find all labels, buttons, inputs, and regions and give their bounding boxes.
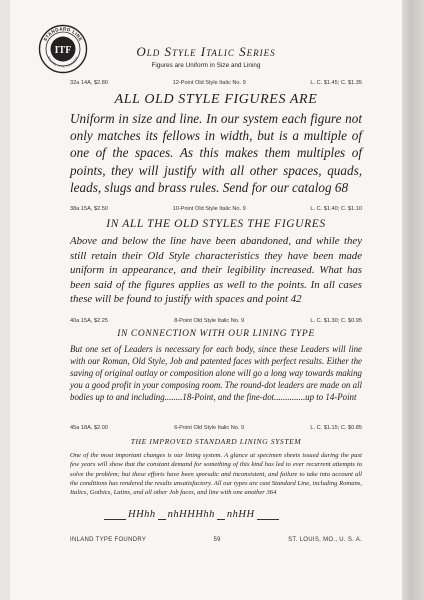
- spec-font-name: 10-Point Old Style Italic No. 9: [172, 206, 246, 212]
- spec-price: L. C. $1.15; C. $0.85: [310, 425, 362, 431]
- sample-text: nhHHHhh: [167, 509, 215, 520]
- spec-line-10pt: [70, 206, 362, 212]
- spec-line-6pt: [70, 425, 362, 431]
- sample-rule: [104, 519, 126, 520]
- footer-foundry: INLAND TYPE FOUNDRY: [70, 537, 147, 543]
- section-body-10pt: Above and below the line have been abandoned, and while they still retain their Old Style characteristics they have been made uniform in appearance, and their legibility increased. What has been said of the figures applies as well to the points. In all cases these will be found to justify with spaces and point 42: [70, 235, 362, 306]
- spec-line-8pt: [70, 318, 362, 324]
- page-footer: [70, 537, 362, 543]
- catalog-page: [10, 0, 402, 600]
- spec-font-count: 40a 15A, $2.25: [70, 318, 108, 324]
- spec-price: L. C. $1.45; C. $1.35: [310, 80, 362, 86]
- sample-rule: [257, 519, 279, 520]
- section-body-6pt: One of the most important changes is our lining system. A glance at specimen sheets issued during the past few years will show that the constant demand for something of this kind has led to ever recurrent attempts to solve the problem; but these efforts have been sporadic and inconsistent, and failure to take into account all the conditions has rendered the results unsatisfactory. All our types are cast Standard Line, including Romans, Italics, Gothics, Latins, and all other Job faces, and line with one another 364: [70, 452, 362, 497]
- section-heading-12pt: ALL OLD STYLE FIGURES ARE: [114, 92, 318, 107]
- spec-font-count: 38a 15A, $2.50: [70, 206, 108, 212]
- section-heading-6pt: THE IMPROVED STANDARD LINING SYSTEM: [130, 437, 302, 446]
- section-body-12pt: Uniform in size and line. In our system each figure not only matches its fellows in width, but is a multiple of one of the spaces. As this makes them multiples of points, they will justify with all other spaces, quads, leads, slugs and brass rules. Send for our catalog 68: [70, 111, 362, 195]
- section-heading-8pt: IN CONNECTION WITH OUR LINING TYPE: [117, 329, 315, 339]
- sample-rule: [158, 519, 166, 520]
- binding-edge: [402, 0, 424, 600]
- spec-font-count: 45a 18A, $2.00: [70, 425, 108, 431]
- logo-lower-text: INLAND TYPE FOUNDRY: [46, 55, 80, 69]
- sample-text: nhHH: [226, 509, 255, 520]
- spec-line-12pt: [70, 80, 362, 86]
- section-body-8pt: But one set of Leaders is necessary for each body, since these Leaders will line with our Roman, Old Style, Job and patented faces with perfect results. Either the saving of original outlay or composition alone will go a long way towards making you a good profit in your composing room. The round-dot leaders are made on all bodies up to and including........18-Point, and the fine-dot..............up to 14-Point: [70, 344, 362, 402]
- section-heading-10pt: IN ALL THE OLD STYLES THE FIGURES: [106, 218, 326, 230]
- spec-price: L. C. $1.30; C. $0.95: [310, 318, 362, 324]
- spec-price: L. C. $1.40; C. $1.10: [310, 206, 362, 212]
- spec-font-name: 8-Point Old Style Italic No. 9: [174, 318, 245, 324]
- logo-monogram: ITF: [54, 45, 72, 56]
- series-title: Old Style Italic Series: [136, 44, 276, 59]
- page-number: 59: [213, 537, 221, 543]
- lining-sample: [104, 509, 334, 520]
- sample-rule: [217, 519, 225, 520]
- figures-note: Figures are Uniform in Size and Lining: [151, 62, 261, 69]
- spec-font-name: 12-Point Old Style Italic No. 9: [172, 80, 246, 86]
- logo-ring-text: STANDARD LINE: [42, 26, 84, 42]
- footer-location: ST. LOUIS, MO., U. S. A.: [288, 537, 362, 543]
- sample-text: HHhh: [128, 509, 156, 520]
- spec-font-count: 32a 14A, $2.80: [70, 80, 108, 86]
- spec-font-name: 6-Point Old Style Italic No. 9: [174, 425, 245, 431]
